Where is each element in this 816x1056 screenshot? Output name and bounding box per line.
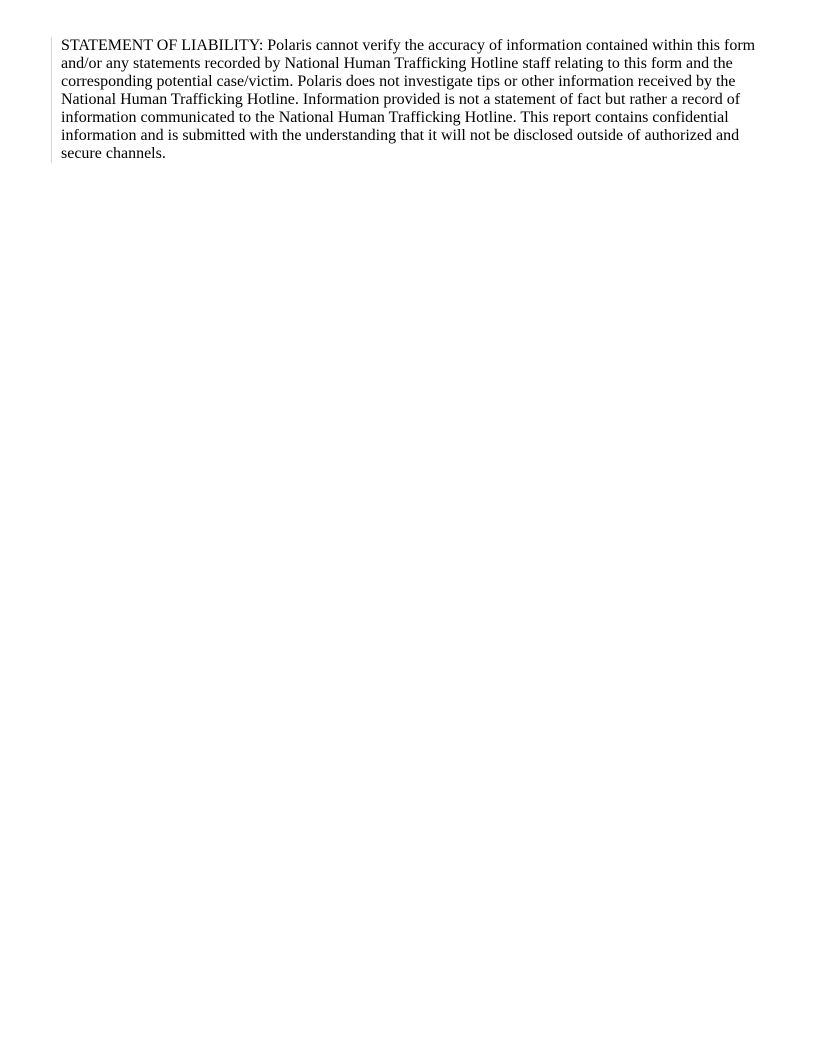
liability-statement-text: STATEMENT OF LIABILITY: Polaris cannot verify the accuracy of information contained within this form and/or any statements recorded by National Human Trafficking Hotline staff relating to this form and the corresponding potential case/victim. Polaris does not investigate tips or other information received by the National Human Trafficking Hotline. Information provided is not a statement of fact but rather a record of information communicated to the National Human Trafficking Hotline. This report contains confidential information and is submitted with the understanding that it will not be disclosed outside of authorized and secure channels. — [61, 37, 756, 162]
liability-statement-block — [51, 37, 763, 163]
